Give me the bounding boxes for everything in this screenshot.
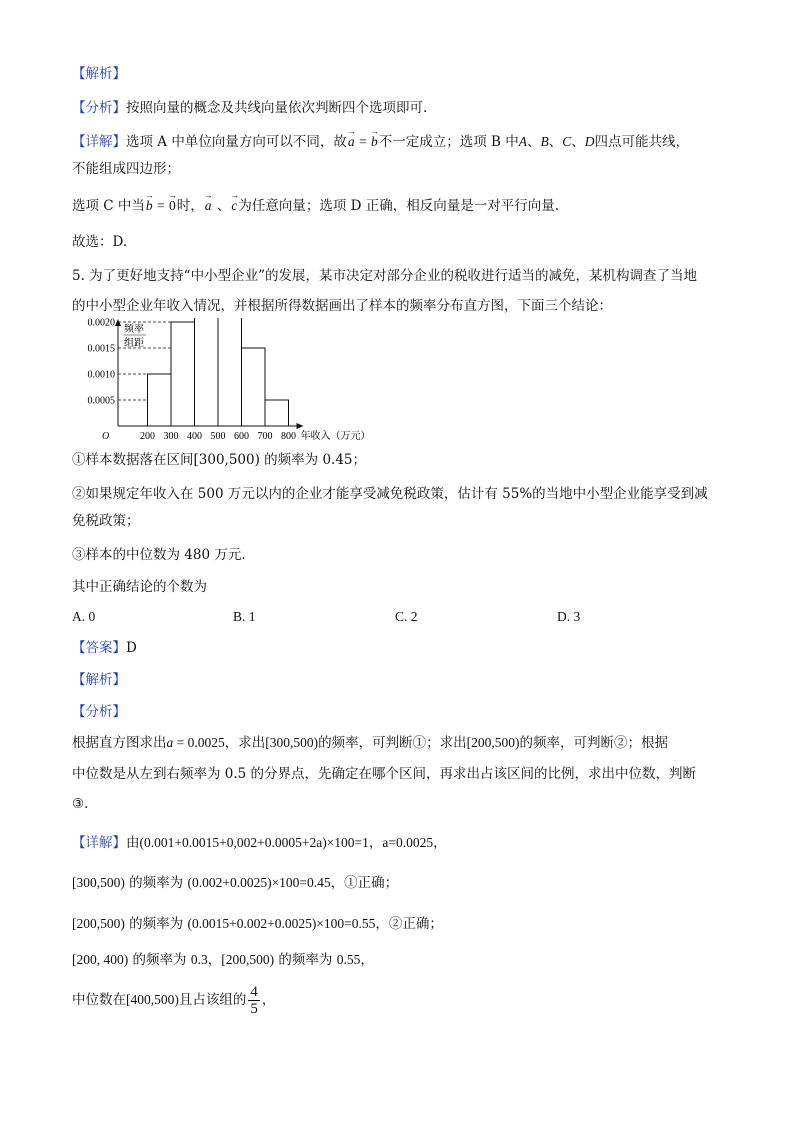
point-A: A [518,134,527,149]
detail-2-line-3 [72,915,443,933]
tag-fenxi: 【分析】 [72,100,126,116]
y-tick-label: 0.0005 [87,395,115,407]
equation: (0.002+0.0025)×100=0.45 [187,875,331,890]
point-B: B [540,134,549,149]
value: 0.55 [336,952,361,967]
section-tag-fenxi-2: 【分析】 [72,704,126,720]
sep: ， [207,952,222,968]
text: 时， [176,198,204,214]
y-tick-label: 0.0010 [87,369,115,381]
option-d: D. 3 [557,609,581,624]
vector-b: → b [370,133,379,151]
x-tick-label: 500 [210,431,226,442]
interval: [300,500) [265,735,319,750]
sep: ， [433,835,447,851]
option-b: B. 1 [233,609,256,624]
text: 的频率，可判断①；求出 [318,735,467,751]
analysis-2-line-2: 中位数是从左到右频率为 0.5 的分界点，先确定在哪个区间，再求出占该区间的比例，求出中位数，判断 [72,766,697,782]
vector-b: → b [145,197,154,215]
x-tick-label: 400 [187,431,202,442]
histogram-bar [242,348,266,426]
fraction-4-5 [248,984,260,1017]
text: 且占该组的 [178,992,247,1008]
equals-op: = [355,134,370,149]
histogram-bar [195,318,219,426]
sep: 、 [571,134,585,150]
interval: [200,500) [72,916,125,931]
interval: [200,500) [221,952,275,967]
text: 的频率为 [274,952,337,968]
answer-value: D [126,640,137,656]
histogram-bar [148,374,172,426]
analysis-2-line-1 [72,734,668,752]
tag-xiangjie: 【详解】 [72,134,126,150]
sep: 、 [212,198,231,214]
conclusion-3: ③样本的中位数为 480 万元. [72,547,246,563]
detail-2-line-1 [72,834,447,852]
y-axis-label-bottom: 组距 [124,338,144,349]
y-tick-label: 0.0015 [87,343,115,355]
vector-c: → c [230,197,238,215]
vector-a: → a [204,197,213,215]
x-tick-label: 200 [140,431,155,442]
frequency-histogram [72,318,382,448]
y-axis-arrow [115,319,121,326]
question-5-line-1: 5. 为了更好地支持“中小型企业”的发展，某市决定对部分企业的税收进行适当的减免，某机构调查了当地 [72,268,697,284]
text: ，①正确； [330,875,399,891]
y-tick-label: 0.0020 [87,318,115,329]
equals-op: = [153,198,169,213]
point-D: D [584,134,595,149]
detail-2-line-4 [72,951,374,969]
a-value: = 0.0025 [173,735,225,750]
interval: [200,500) [466,735,520,750]
text: 中位数在 [72,992,126,1008]
zero-vector: → 0 [168,197,177,215]
equation: a=0.0025 [382,835,434,850]
option-c: C. 2 [395,609,418,624]
text: ， [360,952,374,968]
histogram-bar [265,400,289,426]
text: 的频率，可判断②；根据 [519,735,668,751]
histogram-bar [218,318,242,426]
numerator: 4 [250,984,258,1000]
analysis-2-line-3: ③. [72,796,89,812]
detail-2-line-5 [72,981,275,1019]
detail-text-a: 选项 A 中单位向量方向可以不同，故 [126,134,347,150]
x-tick-label: 600 [234,431,249,442]
x-tick-label: 800 [281,431,296,442]
interval: [400,500) [126,992,179,1007]
point-C: C [562,134,572,149]
sep: ， [368,835,383,851]
conclusion-1: ①样本数据落在区间[300,500) 的频率为 0.45； [72,452,367,468]
text: 的频率为 [124,875,188,891]
text: 为任意向量；选项 D 正确，相反向量是一对平行向量. [238,198,560,214]
detail-text-c: 四点可能共线， [594,134,689,150]
text: ，②正确； [375,916,443,932]
value: 0.3 [190,952,208,967]
conclusion-2-line-1: ②如果规定年收入在 500 万元以内的企业才能享受减免税政策，估计有 55%的当地中小型企业能享受到减 [72,486,708,502]
vector-a: → a [347,133,356,151]
interval: [200, 400) [72,952,129,967]
equation: (0.0015+0.002+0.0025)×100=0.55 [187,916,376,931]
interval: [300,500) [72,875,125,890]
origin-label: O [102,431,110,442]
analysis-line [72,99,427,117]
detail-text-b: 不一定成立；选项 B 中 [378,134,519,150]
detail-line-2: 不能组成四边形； [72,161,180,177]
section-tag-jiexi-2: 【解析】 [72,672,126,688]
question-5-line-2: 的中小型企业年收入情况，并根据所得数据画出了样本的频率分布直方图，下面三个结论： [72,298,612,314]
detail-2-line-2 [72,874,398,892]
section-tag-jiexi: 【解析】 [72,66,126,82]
x-axis-label: 年收入（万元） [300,431,371,442]
sep: 、 [548,134,563,150]
text: 选项 C 中当 [72,198,145,214]
question-stem: 其中正确结论的个数为 [72,579,207,595]
text: ，求出 [224,735,266,751]
text: 由 [126,835,140,851]
option-a: A. 0 [72,609,96,624]
option-c-line [72,197,559,215]
equation: (0.001+0.0015+0,002+0.0005+2a)×100=1 [139,835,369,850]
tag-xiangjie-2: 【详解】 [72,835,126,851]
detail-line-1 [72,133,689,151]
text: 根据直方图求出 [72,735,167,751]
analysis-text: 按照向量的概念及共线向量依次判断四个选项即可. [126,100,428,116]
tag-answer: 【答案】 [72,640,126,656]
conclusion-2-line-2: 免税政策； [72,513,140,529]
text: ， [261,992,276,1008]
text: 的频率为 [128,952,191,968]
answer-choice-line: 故选：D. [72,234,128,250]
x-axis-arrow [297,423,304,429]
var-a: a [166,735,174,750]
x-tick-label: 700 [257,431,273,442]
histogram-bar [171,322,195,426]
y-axis-label-top: 频率 [124,324,144,335]
denominator: 5 [250,1001,258,1017]
sep: 、 [526,134,541,150]
x-tick-label: 300 [163,431,179,442]
answer-line [72,639,137,657]
text: 的频率为 [124,916,188,932]
